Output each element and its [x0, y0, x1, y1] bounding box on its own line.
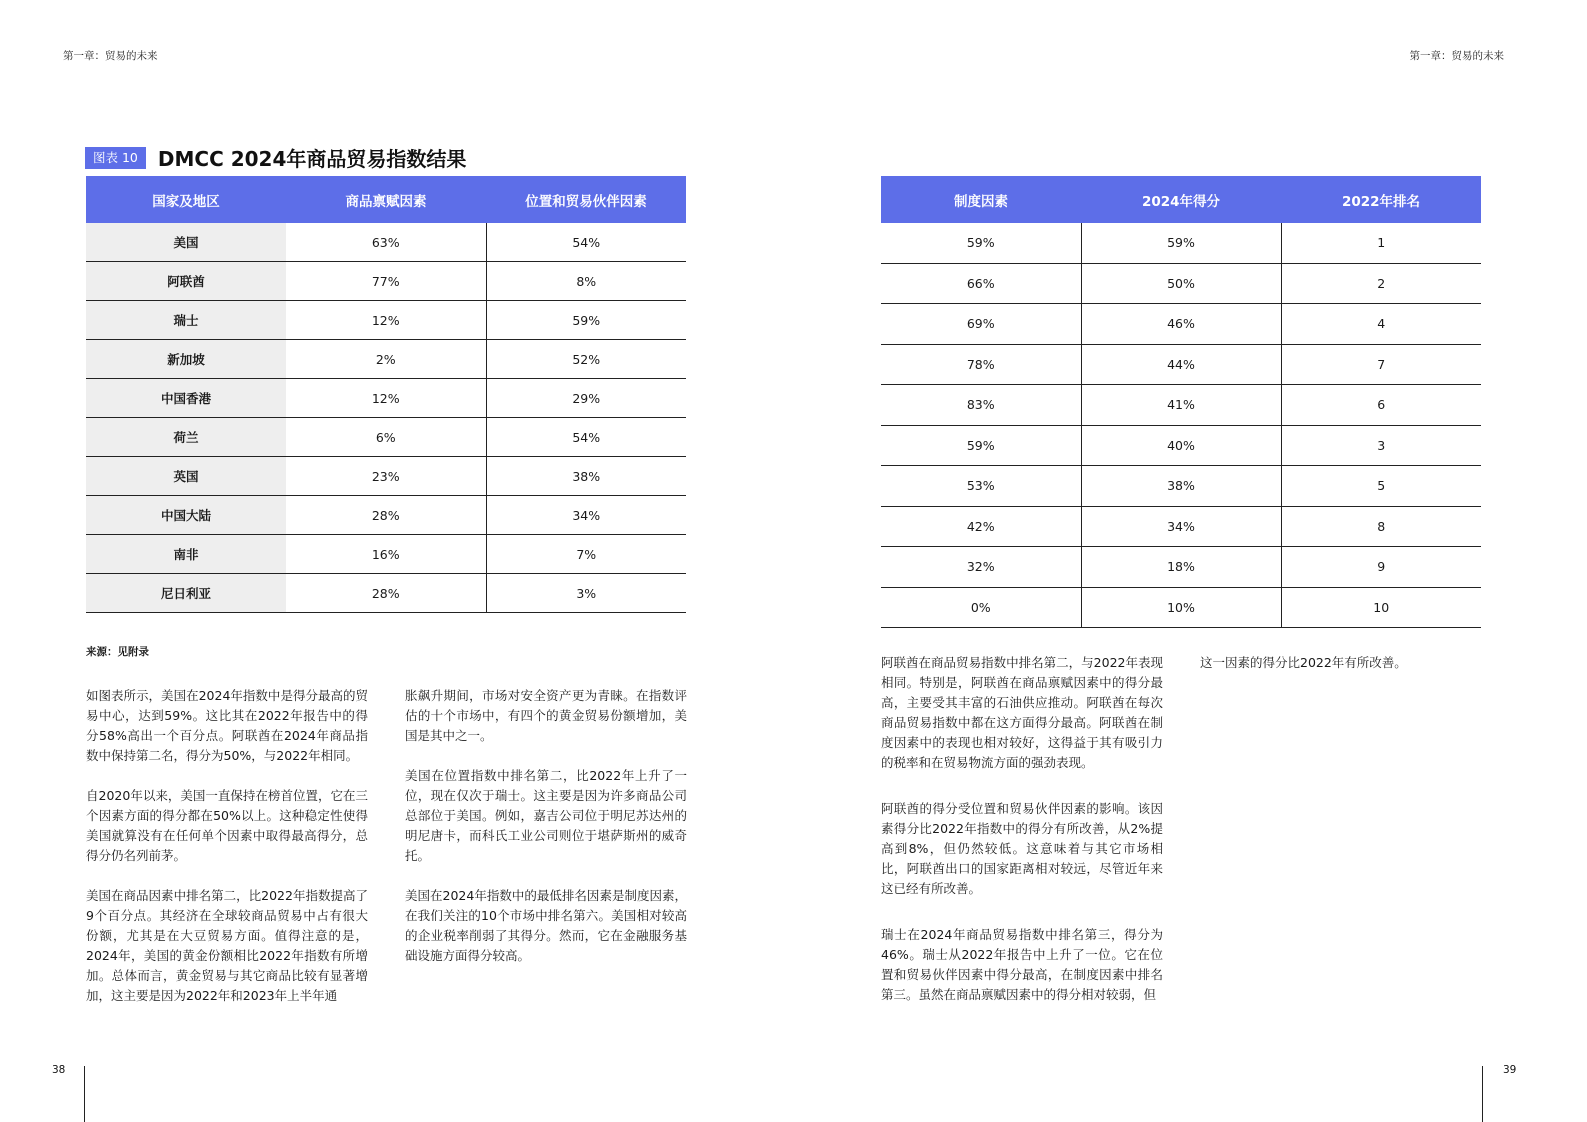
table-cell: 4 [1281, 304, 1481, 345]
table-row [881, 223, 1481, 263]
table-cell: 38% [486, 457, 686, 496]
table-row [881, 466, 1481, 507]
table-cell: 52% [486, 340, 686, 379]
table-cell: 7% [486, 535, 686, 574]
paragraph: 自2020年以来，美国一直保持在榜首位置，它在三个因素方面的得分都在50%以上。这种稳定性使得美国就算没有在任何单个因素中取得最高得分，总得分仍名列前茅。 [86, 788, 368, 863]
table-cell: 59% [881, 425, 1081, 466]
table-cell: 9 [1281, 547, 1481, 588]
table-row [881, 344, 1481, 385]
country-cell: 荷兰 [86, 418, 286, 457]
page-number-left: 38 [52, 1064, 66, 1076]
table-cell: 6% [286, 418, 486, 457]
table-cell: 10 [1281, 587, 1481, 628]
figure-header [85, 143, 466, 172]
table-row [86, 340, 686, 379]
table-row [86, 262, 686, 301]
table-cell: 69% [881, 304, 1081, 345]
table-cell: 2% [286, 340, 486, 379]
table-row [86, 535, 686, 574]
table-cell: 83% [881, 385, 1081, 426]
table-cell: 63% [286, 223, 486, 262]
table-cell: 44% [1081, 344, 1281, 385]
figure-badge: 图表 10 [85, 147, 146, 169]
column-header: 位置和贸易伙伴因素 [486, 176, 686, 223]
table-row [881, 587, 1481, 628]
table-cell: 42% [881, 506, 1081, 547]
table-cell: 59% [1081, 223, 1281, 263]
table-cell: 40% [1081, 425, 1281, 466]
table-cell: 41% [1081, 385, 1281, 426]
table-header-row [86, 176, 686, 223]
table-cell: 53% [881, 466, 1081, 507]
paragraph: 美国在商品因素中排名第二，比2022年指数提高了9个百分点。其经济在全球较商品贸易中占有很大份额，尤其是在大豆贸易方面。值得注意的是，2024年，美国的黄金份额相比2022年指数有所增加。总体而言，黄金贸易与其它商品比较有显著增加，这主要是因为2022年和2023年上半年通 [86, 888, 368, 1003]
country-cell: 瑞士 [86, 301, 286, 340]
table-header-row [881, 176, 1481, 223]
figure-title: DMCC 2024年商品贸易指数结果 [157, 147, 467, 171]
page-number-right: 39 [1503, 1064, 1517, 1076]
country-cell: 阿联酋 [86, 262, 286, 301]
table-cell: 3% [486, 574, 686, 613]
table-cell: 16% [286, 535, 486, 574]
paragraph: 美国在2024年指数中的最低排名因素是制度因素，在我们关注的10个市场中排名第六。美国相对较高的企业税率削弱了其得分。然而，它在金融服务基础设施方面得分较高。 [405, 888, 687, 963]
text-column-1 [86, 686, 368, 1006]
table-cell: 59% [881, 223, 1081, 263]
text-column-4 [1200, 653, 1482, 673]
table-cell: 6 [1281, 385, 1481, 426]
table-row [881, 304, 1481, 345]
table-row [86, 496, 686, 535]
table-row [86, 301, 686, 340]
table-cell: 66% [881, 263, 1081, 304]
table-cell: 78% [881, 344, 1081, 385]
table-cell: 3 [1281, 425, 1481, 466]
table-row [881, 385, 1481, 426]
table-cell: 7 [1281, 344, 1481, 385]
table-cell: 59% [486, 301, 686, 340]
country-cell: 新加坡 [86, 340, 286, 379]
paragraph: 阿联酋的得分受位置和贸易伙伴因素的影响。该因素得分比2022年指数中的得分有所改善，从2%提高到8%，但仍然较低。这意味着与其它市场相比，阿联酋出口的国家距离相对较远，尽管近年来这已经有所改善。 [881, 801, 1163, 896]
table-row [881, 506, 1481, 547]
table-cell: 38% [1081, 466, 1281, 507]
table-cell: 8 [1281, 506, 1481, 547]
table-cell: 34% [486, 496, 686, 535]
table-cell: 34% [1081, 506, 1281, 547]
page-rule-left [84, 1066, 85, 1122]
country-cell: 南非 [86, 535, 286, 574]
table-cell: 54% [486, 223, 686, 262]
table-cell: 54% [486, 418, 686, 457]
column-header: 国家及地区 [86, 176, 286, 223]
table-row [881, 547, 1481, 588]
table-cell: 5 [1281, 466, 1481, 507]
running-head-left: 第一章：贸易的未来 [63, 50, 158, 62]
table-row [86, 457, 686, 496]
table-cell: 2 [1281, 263, 1481, 304]
paragraph: 美国在位置指数中排名第二，比2022年上升了一位，现在仅次于瑞士。这主要是因为许多商品公司总部位于美国。例如，嘉吉公司位于明尼苏达州的明尼唐卡，而科氏工业公司则位于堪萨斯州的威奇托。 [405, 768, 687, 863]
table-row [86, 418, 686, 457]
table-cell: 28% [286, 574, 486, 613]
table-cell: 12% [286, 301, 486, 340]
country-cell: 美国 [86, 223, 286, 262]
table-cell: 77% [286, 262, 486, 301]
table-row [86, 574, 686, 613]
source-note: 来源：见附录 [86, 646, 149, 658]
table-cell: 1 [1281, 223, 1481, 263]
country-cell: 尼日利亚 [86, 574, 286, 613]
table-row [86, 223, 686, 262]
results-table-left [86, 176, 686, 613]
country-cell: 中国香港 [86, 379, 286, 418]
results-table-right [881, 176, 1481, 628]
table-row [86, 379, 686, 418]
text-column-3 [881, 653, 1163, 1005]
column-header: 2022年排名 [1281, 176, 1481, 223]
table-cell: 32% [881, 547, 1081, 588]
table-cell: 28% [286, 496, 486, 535]
text-column-2 [405, 686, 687, 966]
table-cell: 46% [1081, 304, 1281, 345]
table-cell: 10% [1081, 587, 1281, 628]
paragraph: 如图表所示，美国在2024年指数中是得分最高的贸易中心，达到59%。这比其在2022年报告中的得分58%高出一个百分点。阿联酋在2024年商品指数中保持第二名，得分为50%，与2022年相同。 [86, 688, 368, 763]
paragraph: 瑞士在2024年商品贸易指数中排名第三，得分为46%。瑞士从2022年报告中上升了一位。它在位置和贸易伙伴因素中得分最高，在制度因素中排名第三。虽然在商品禀赋因素中的得分相对较弱，但 [881, 927, 1163, 1002]
table-cell: 8% [486, 262, 686, 301]
page-rule-right [1482, 1066, 1483, 1122]
table-row [881, 425, 1481, 466]
country-cell: 中国大陆 [86, 496, 286, 535]
running-head-right: 第一章：贸易的未来 [1409, 50, 1504, 62]
table-row [881, 263, 1481, 304]
table-cell: 23% [286, 457, 486, 496]
paragraph: 阿联酋在商品贸易指数中排名第二，与2022年表现相同。特别是，阿联酋在商品禀赋因素中的得分最高，主要受其丰富的石油供应推动。阿联酋在每次商品贸易指数中都在这方面得分最高。阿联酋在制度因素中的表现也相对较好，这得益于其有吸引力的税率和在贸易物流方面的强劲表现。 [881, 655, 1163, 770]
column-header: 制度因素 [881, 176, 1081, 223]
table-cell: 0% [881, 587, 1081, 628]
table-cell: 18% [1081, 547, 1281, 588]
paragraph: 这一因素的得分比2022年有所改善。 [1200, 655, 1407, 670]
country-cell: 英国 [86, 457, 286, 496]
table-cell: 50% [1081, 263, 1281, 304]
column-header: 2024年得分 [1081, 176, 1281, 223]
paragraph: 胀飙升期间，市场对安全资产更为青睐。在指数评估的十个市场中，有四个的黄金贸易份额增加，美国是其中之一。 [405, 688, 687, 743]
column-header: 商品禀赋因素 [286, 176, 486, 223]
table-cell: 12% [286, 379, 486, 418]
table-cell: 29% [486, 379, 686, 418]
